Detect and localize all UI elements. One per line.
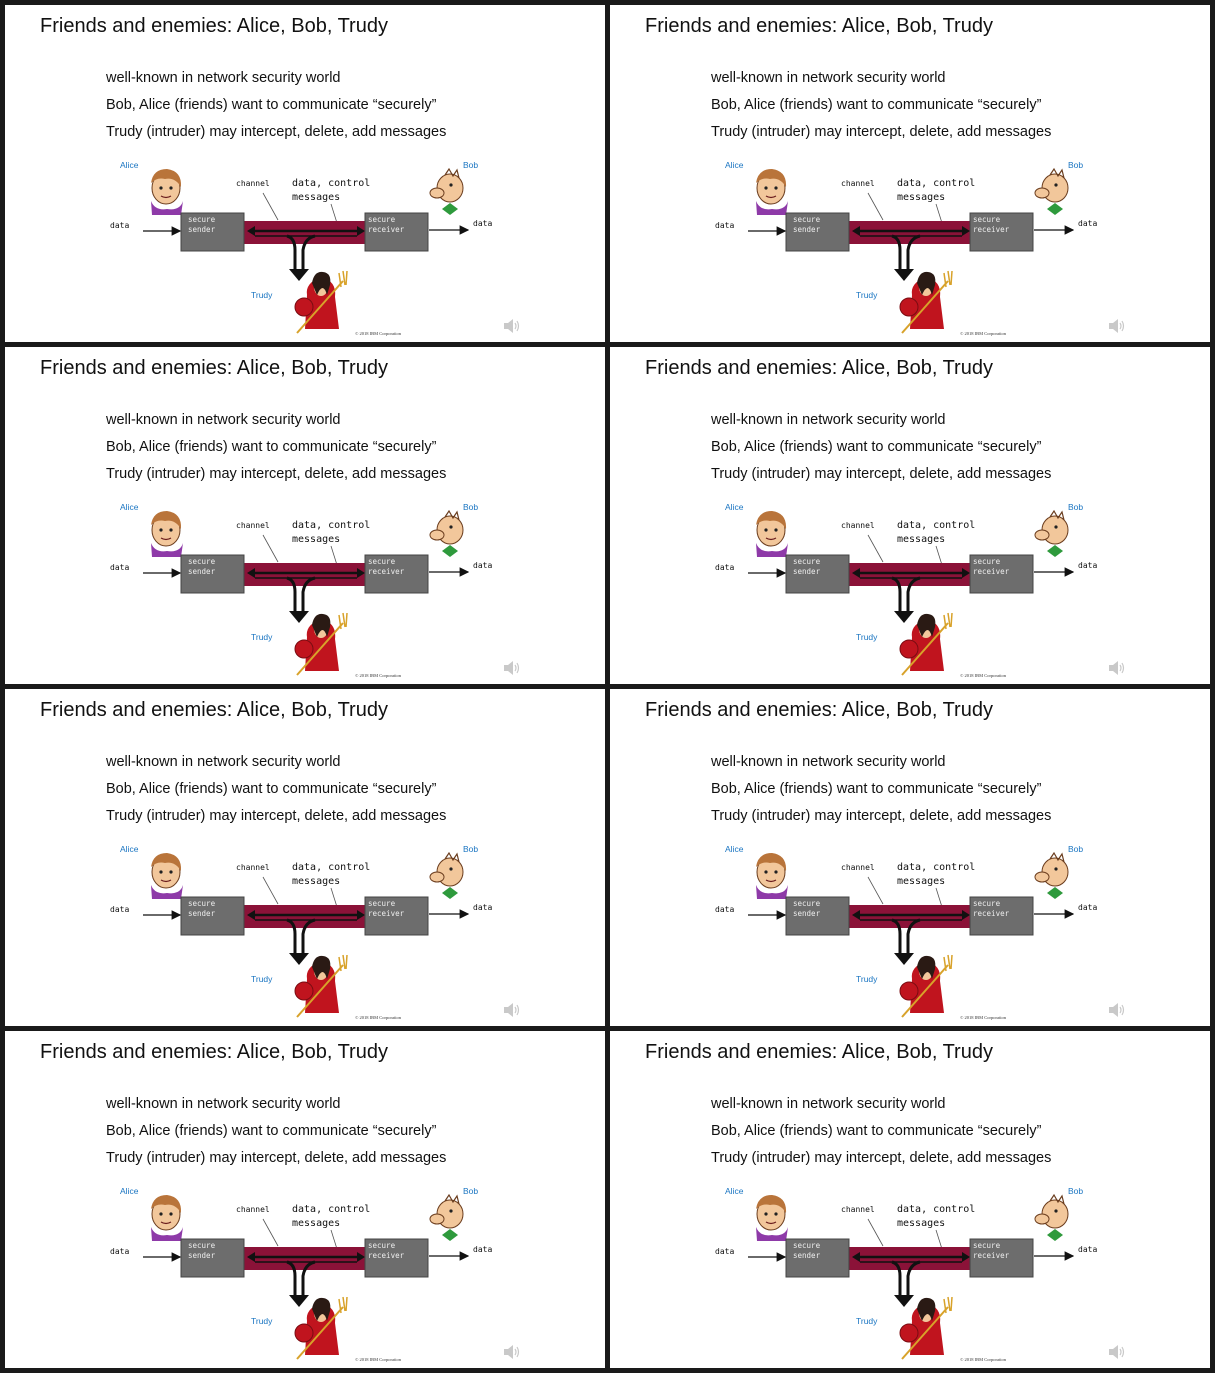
trudy-label: Trudy (856, 290, 878, 300)
channel-bar (244, 905, 366, 928)
sender-line2: sender (188, 225, 216, 234)
bullet-1: well-known in network security world (711, 412, 946, 428)
copyright-text: © 2018 IBM Corporation (960, 331, 1007, 336)
sender-line2: sender (793, 567, 821, 576)
data-control-label: data, control (292, 1204, 371, 1215)
data-out-label: data (473, 219, 493, 228)
bullet-3: Trudy (intruder) may intercept, delete, add messages (106, 1150, 447, 1166)
channel-bar (849, 1247, 971, 1270)
slide-thumbnail-5[interactable] (5, 689, 605, 1026)
bob-figure (430, 1195, 463, 1241)
bob-label: Bob (1068, 1186, 1084, 1196)
slide-title: Friends and enemies: Alice, Bob, Trudy (40, 1041, 388, 1063)
trudy-figure (900, 1297, 952, 1359)
alice-label: Alice (725, 1186, 744, 1196)
receiver-line2: receiver (368, 567, 405, 576)
channel-bar (849, 905, 971, 928)
messages-label: messages (897, 192, 946, 203)
slide-title: Friends and enemies: Alice, Bob, Trudy (645, 699, 993, 721)
trudy-figure (900, 271, 952, 333)
receiver-line1: secure (973, 215, 1001, 224)
messages-label: messages (897, 534, 946, 545)
data-out-label: data (1078, 561, 1098, 570)
data-control-label: data, control (292, 862, 371, 873)
data-out-label: data (1078, 903, 1098, 912)
sender-line2: sender (793, 225, 821, 234)
alice-figure (151, 853, 183, 899)
channel-pointer (868, 535, 883, 562)
channel-label: channel (236, 179, 270, 188)
security-diagram (5, 347, 605, 684)
slide-title: Friends and enemies: Alice, Bob, Trudy (40, 15, 388, 37)
channel-bar (849, 563, 971, 586)
data-control-label: data, control (897, 862, 976, 873)
speaker-icon[interactable] (1107, 660, 1127, 676)
data-out-label: data (1078, 219, 1098, 228)
data-control-label: data, control (897, 178, 976, 189)
messages-pointer (331, 888, 337, 907)
channel-label: channel (236, 1205, 270, 1214)
bullet-1: well-known in network security world (106, 70, 341, 86)
sender-line1: secure (188, 557, 216, 566)
sender-line2: sender (793, 1251, 821, 1260)
trudy-label: Trudy (856, 974, 878, 984)
alice-label: Alice (120, 160, 139, 170)
bullet-1: well-known in network security world (711, 70, 946, 86)
data-in-label: data (715, 221, 735, 230)
bullet-3: Trudy (intruder) may intercept, delete, add messages (711, 124, 1052, 140)
sender-line1: secure (188, 899, 216, 908)
bullet-3: Trudy (intruder) may intercept, delete, add messages (711, 1150, 1052, 1166)
bullet-3: Trudy (intruder) may intercept, delete, add messages (106, 466, 447, 482)
copyright-text: © 2018 IBM Corporation (355, 1357, 402, 1362)
sender-line2: sender (188, 909, 216, 918)
sender-line2: sender (188, 1251, 216, 1260)
data-in-label: data (110, 563, 130, 572)
data-in-label: data (715, 563, 735, 572)
messages-label: messages (897, 876, 946, 887)
copyright-text: © 2018 IBM Corporation (355, 1015, 402, 1020)
receiver-line2: receiver (973, 909, 1010, 918)
slide-thumbnail-1[interactable] (5, 5, 605, 342)
trudy-figure (295, 271, 347, 333)
bullet-1: well-known in network security world (106, 754, 341, 770)
bullet-1: well-known in network security world (106, 412, 341, 428)
channel-pointer (263, 877, 278, 904)
channel-pointer (868, 1219, 883, 1246)
alice-figure (756, 1195, 788, 1241)
copyright-text: © 2018 IBM Corporation (355, 331, 402, 336)
trudy-label: Trudy (856, 632, 878, 642)
bob-figure (430, 169, 463, 215)
receiver-line2: receiver (368, 1251, 405, 1260)
bullet-2: Bob, Alice (friends) want to communicate “securely” (711, 781, 1042, 797)
channel-bar (244, 1247, 366, 1270)
bob-figure (430, 853, 463, 899)
alice-label: Alice (725, 160, 744, 170)
bob-figure (1035, 1195, 1068, 1241)
slide-title: Friends and enemies: Alice, Bob, Trudy (645, 15, 993, 37)
bullet-3: Trudy (intruder) may intercept, delete, add messages (106, 124, 447, 140)
bullet-1: well-known in network security world (711, 1096, 946, 1112)
slide-title: Friends and enemies: Alice, Bob, Trudy (645, 1041, 993, 1063)
security-diagram (5, 1031, 605, 1368)
receiver-line1: secure (368, 899, 396, 908)
copyright-text: © 2018 IBM Corporation (355, 673, 402, 678)
bullet-3: Trudy (intruder) may intercept, delete, add messages (106, 808, 447, 824)
channel-label: channel (841, 863, 875, 872)
messages-label: messages (292, 534, 341, 545)
slide-thumbnail-8[interactable] (610, 1031, 1210, 1368)
data-control-label: data, control (897, 520, 976, 531)
sender-line2: sender (188, 567, 216, 576)
alice-label: Alice (120, 844, 139, 854)
data-in-label: data (110, 221, 130, 230)
copyright-text: © 2018 IBM Corporation (960, 1357, 1007, 1362)
trudy-figure (295, 955, 347, 1017)
data-out-label: data (1078, 1245, 1098, 1254)
bob-label: Bob (463, 844, 479, 854)
data-in-label: data (110, 905, 130, 914)
receiver-line2: receiver (368, 225, 405, 234)
bullet-2: Bob, Alice (friends) want to communicate “securely” (711, 1123, 1042, 1139)
channel-bar (849, 221, 971, 244)
alice-label: Alice (120, 502, 139, 512)
bullet-2: Bob, Alice (friends) want to communicate “securely” (106, 1123, 437, 1139)
messages-label: messages (292, 1218, 341, 1229)
trudy-label: Trudy (251, 1316, 273, 1326)
messages-pointer (936, 888, 942, 907)
bob-label: Bob (1068, 502, 1084, 512)
sender-line1: secure (188, 1241, 216, 1250)
bob-label: Bob (463, 502, 479, 512)
receiver-line2: receiver (973, 567, 1010, 576)
bullet-1: well-known in network security world (711, 754, 946, 770)
sender-line1: secure (188, 215, 216, 224)
sender-line1: secure (793, 1241, 821, 1250)
sender-line2: sender (793, 909, 821, 918)
channel-label: channel (236, 863, 270, 872)
bullet-2: Bob, Alice (friends) want to communicate “securely” (711, 97, 1042, 113)
security-diagram (610, 689, 1210, 1026)
data-in-label: data (715, 1247, 735, 1256)
messages-pointer (331, 546, 337, 565)
bullet-2: Bob, Alice (friends) want to communicate “securely” (711, 439, 1042, 455)
alice-label: Alice (725, 844, 744, 854)
bob-figure (1035, 169, 1068, 215)
receiver-line1: secure (368, 215, 396, 224)
bob-label: Bob (463, 160, 479, 170)
speaker-icon[interactable] (502, 318, 522, 334)
channel-label: channel (841, 1205, 875, 1214)
channel-pointer (868, 877, 883, 904)
receiver-line2: receiver (368, 909, 405, 918)
messages-pointer (936, 1230, 942, 1249)
bullet-2: Bob, Alice (friends) want to communicate “securely” (106, 781, 437, 797)
slide-thumbnail-7[interactable] (5, 1031, 605, 1368)
security-diagram (610, 5, 1210, 342)
messages-label: messages (292, 192, 341, 203)
channel-pointer (868, 193, 883, 220)
data-out-label: data (473, 903, 493, 912)
receiver-line2: receiver (973, 225, 1010, 234)
bob-figure (430, 511, 463, 557)
trudy-figure (295, 1297, 347, 1359)
alice-figure (151, 511, 183, 557)
sender-line1: secure (793, 557, 821, 566)
slide-thumbnail-3[interactable] (5, 347, 605, 684)
data-in-label: data (110, 1247, 130, 1256)
messages-pointer (936, 204, 942, 223)
security-diagram (5, 689, 605, 1026)
channel-label: channel (841, 179, 875, 188)
security-diagram (5, 5, 605, 342)
alice-label: Alice (120, 1186, 139, 1196)
receiver-line1: secure (368, 557, 396, 566)
trudy-label: Trudy (251, 290, 273, 300)
data-control-label: data, control (292, 520, 371, 531)
security-diagram (610, 347, 1210, 684)
trudy-figure (295, 613, 347, 675)
receiver-line1: secure (973, 899, 1001, 908)
channel-label: channel (841, 521, 875, 530)
slide-title: Friends and enemies: Alice, Bob, Trudy (40, 699, 388, 721)
receiver-line1: secure (973, 1241, 1001, 1250)
bob-figure (1035, 511, 1068, 557)
bullet-3: Trudy (intruder) may intercept, delete, add messages (711, 808, 1052, 824)
messages-pointer (331, 1230, 337, 1249)
data-control-label: data, control (292, 178, 371, 189)
channel-pointer (263, 535, 278, 562)
trudy-figure (900, 955, 952, 1017)
slide-title: Friends and enemies: Alice, Bob, Trudy (40, 357, 388, 379)
speaker-icon[interactable] (502, 1002, 522, 1018)
speaker-icon[interactable] (1107, 1344, 1127, 1360)
trudy-label: Trudy (856, 1316, 878, 1326)
alice-label: Alice (725, 502, 744, 512)
trudy-figure (900, 613, 952, 675)
channel-pointer (263, 193, 278, 220)
copyright-text: © 2018 IBM Corporation (960, 673, 1007, 678)
data-in-label: data (715, 905, 735, 914)
bob-label: Bob (463, 1186, 479, 1196)
receiver-line1: secure (368, 1241, 396, 1250)
slide-thumbnail-2[interactable] (610, 5, 1210, 342)
channel-bar (244, 221, 366, 244)
channel-pointer (263, 1219, 278, 1246)
bob-label: Bob (1068, 844, 1084, 854)
bullet-2: Bob, Alice (friends) want to communicate “securely” (106, 97, 437, 113)
trudy-label: Trudy (251, 974, 273, 984)
bullet-3: Trudy (intruder) may intercept, delete, add messages (711, 466, 1052, 482)
bullet-2: Bob, Alice (friends) want to communicate “securely” (106, 439, 437, 455)
alice-figure (756, 169, 788, 215)
messages-pointer (936, 546, 942, 565)
bob-label: Bob (1068, 160, 1084, 170)
alice-figure (151, 169, 183, 215)
messages-label: messages (292, 876, 341, 887)
copyright-text: © 2018 IBM Corporation (960, 1015, 1007, 1020)
security-diagram (610, 1031, 1210, 1368)
bob-figure (1035, 853, 1068, 899)
speaker-icon[interactable] (1107, 1002, 1127, 1018)
bullet-1: well-known in network security world (106, 1096, 341, 1112)
sender-line1: secure (793, 899, 821, 908)
sender-line1: secure (793, 215, 821, 224)
messages-label: messages (897, 1218, 946, 1229)
receiver-line1: secure (973, 557, 1001, 566)
slide-thumbnail-4[interactable] (610, 347, 1210, 684)
receiver-line2: receiver (973, 1251, 1010, 1260)
messages-pointer (331, 204, 337, 223)
slide-thumbnail-6[interactable] (610, 689, 1210, 1026)
slide-title: Friends and enemies: Alice, Bob, Trudy (645, 357, 993, 379)
trudy-label: Trudy (251, 632, 273, 642)
speaker-icon[interactable] (502, 660, 522, 676)
data-out-label: data (473, 1245, 493, 1254)
channel-bar (244, 563, 366, 586)
data-control-label: data, control (897, 1204, 976, 1215)
alice-figure (756, 853, 788, 899)
alice-figure (756, 511, 788, 557)
speaker-icon[interactable] (1107, 318, 1127, 334)
data-out-label: data (473, 561, 493, 570)
speaker-icon[interactable] (502, 1344, 522, 1360)
channel-label: channel (236, 521, 270, 530)
alice-figure (151, 1195, 183, 1241)
